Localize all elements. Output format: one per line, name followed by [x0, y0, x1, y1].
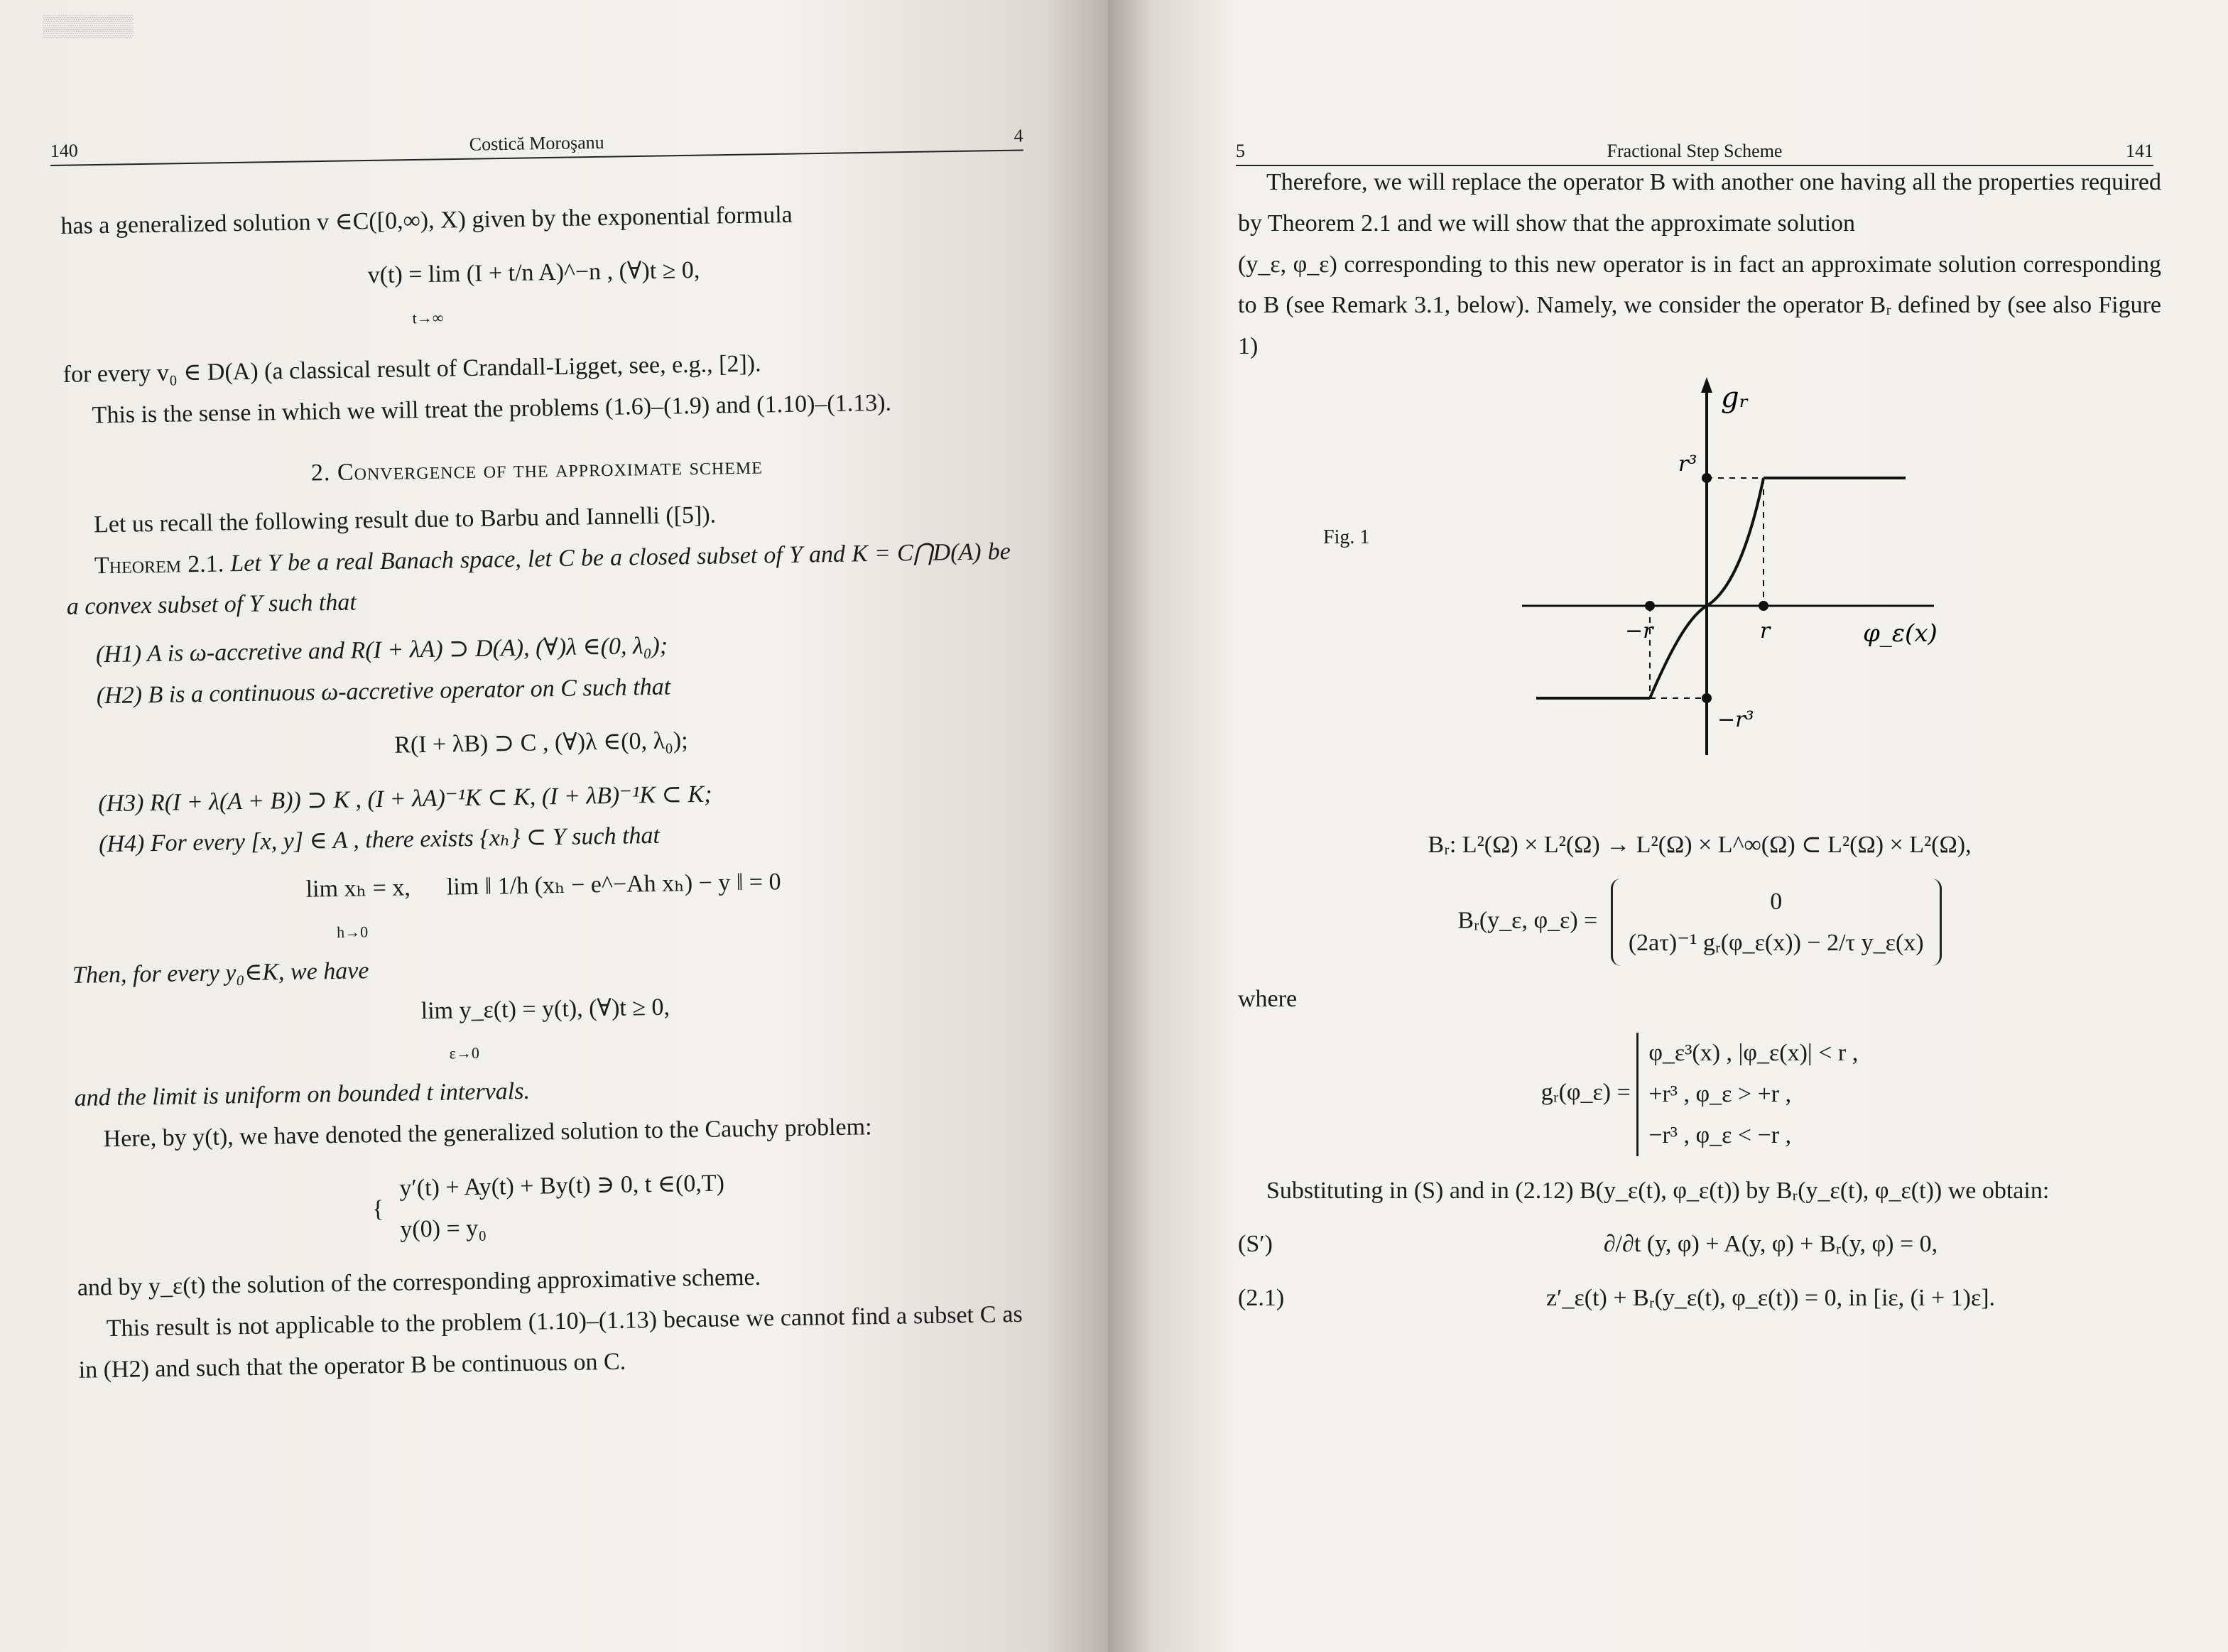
point-r	[1759, 601, 1768, 611]
paragraph: for every v₀ ∈ D(A) (a classical result of Crandall-Ligget, see, e.g., [2]).	[63, 350, 761, 388]
paragraph: Let us recall the following result due to Barbu and Iannelli ([5]).	[93, 501, 717, 538]
cases-block	[389, 1163, 725, 1250]
left-page	[0, 0, 1108, 1652]
case: −r³ , φ_ε < −r ,	[1648, 1121, 1792, 1148]
theorem-conclusion: and the limit is uniform on bounded t intervals.	[74, 1077, 531, 1112]
operator-definition	[1238, 879, 2161, 967]
folio: 4	[1014, 125, 1023, 146]
tick-label-neg-r3: −r³	[1717, 707, 1754, 732]
x-axis-label: φ_ε(x)	[1863, 619, 1938, 648]
y-axis-label: gᵣ	[1721, 381, 1749, 414]
g-definition	[1238, 1033, 2161, 1156]
equation: v(t) = lim (I + t/n A)^−n , (∀)t ≥ 0,	[367, 256, 700, 289]
equation: y(0) = y₀	[400, 1214, 487, 1243]
vector-entry: (2aτ)⁻¹ gᵣ(φ_ε(x)) − 2/τ y_ε(x)	[1628, 929, 1924, 956]
tick-label-r3: r³	[1678, 451, 1697, 477]
right-page	[1108, 0, 2228, 1652]
hypothesis-h2: (H2) B is a continuous ω-accretive operator on C such that	[96, 673, 671, 710]
paragraph: Here, by y(t), we have denoted the generalized solution to the Cauchy problem:	[103, 1114, 872, 1153]
point-neg-r3	[1702, 693, 1712, 703]
point-r3	[1702, 473, 1712, 483]
equation-lhs: Bᵣ(y_ε, φ_ε) =	[1457, 907, 1598, 934]
case: φ_ε³(x) , |φ_ε(x)| < r ,	[1648, 1040, 1859, 1067]
figure-1-graph	[1508, 371, 1948, 769]
paragraph: This result is not applicable to the problem (1.10)–(1.13) because we cannot find a subset C as in (H2) and such that the operator B be continuous on C.	[78, 1301, 1023, 1384]
theorem-text: Let Y be a real Banach space, let C be a closed subset of Y and K = C⋂D(A) be a convex subset of Y such that	[66, 538, 1011, 621]
hypothesis-h3: (H3) R(I + λ(A + B)) ⊃ K , (I + λA)⁻¹K ⊂ K, (I + λB)⁻¹K ⊂ K;	[97, 781, 712, 817]
figure-1	[1238, 371, 2161, 812]
paragraph: This is the sense in which we will treat the problems (1.6)–(1.9) and (1.10)–(1.13).	[92, 389, 892, 429]
theorem	[66, 531, 1012, 628]
equation: lim ‖ 1/h (xₕ − e^−Ah xₕ) − y ‖ = 0	[446, 869, 781, 901]
case: +r³ , φ_ε > +r ,	[1648, 1080, 1792, 1107]
equation: lim xₕ = x,	[305, 874, 411, 903]
theorem-conclusion: Then, for every y₀∈K, we have	[72, 957, 369, 989]
running-head: Costică Moroşanu	[469, 131, 604, 155]
point-neg-r	[1645, 601, 1655, 611]
equation-s-prime	[1238, 1224, 2161, 1265]
page-number: 141	[2126, 141, 2153, 161]
equation: z′_ε(t) + Bᵣ(y_ε(t), φ_ε(t)) = 0, in [iε, (i + 1)ε].	[1545, 1285, 1996, 1312]
folio: 5	[1236, 141, 1245, 161]
equation-exponential-formula	[61, 245, 1007, 342]
equation: ∂/∂t (y, φ) + A(y, φ) + Bᵣ(y, φ) = 0,	[1603, 1231, 1938, 1258]
tick-label-r: r	[1760, 618, 1771, 643]
running-head: Fractional Step Scheme	[1607, 141, 1783, 161]
equation-2-1	[1238, 1278, 2161, 1319]
column-vector	[1611, 879, 1942, 967]
equation-h4	[71, 858, 1017, 955]
equation: y′(t) + Ay(t) + By(t) ∋ 0, t ∈(0,T)	[399, 1170, 725, 1202]
operator-mapping: Bᵣ: L²(Ω) × L²(Ω) → L²(Ω) × L^∞(Ω) ⊂ L²(Ω) × L²(Ω),	[1428, 831, 1972, 858]
limit-subscript: ε→0	[449, 1044, 480, 1063]
equation-tag: (S′)	[1238, 1231, 1273, 1258]
cases-brace: {	[371, 1195, 384, 1222]
vector-entry: 0	[1770, 888, 1783, 915]
limit-subscript: t→∞	[412, 308, 444, 327]
paragraph: Substituting in (S) and in (2.12) B(y_ε(t), φ_ε(t)) by Bᵣ(y_ε(t), φ_ε(t)) we obtain:	[1266, 1177, 2050, 1204]
cauchy-problem	[75, 1158, 1021, 1255]
equation: lim y_ε(t) = y(t), (∀)t ≥ 0,	[420, 994, 670, 1024]
section-heading: 2. Convergence of the approximate scheme	[310, 452, 764, 487]
limit-subscript: h→0	[336, 923, 369, 941]
figure-label: Fig. 1	[1323, 526, 1370, 548]
paragraph: (y_ε, φ_ε) corresponding to this new operator is in fact an approximate solution corresponding to B (see Remark 3.1, below). Namely, we consider the operator Bᵣ defined by (see also Figure 1)	[1238, 251, 2161, 360]
paragraph: and by y_ε(t) the solution of the corresponding approximative scheme.	[77, 1264, 761, 1302]
theorem-label: Theorem 2.1.	[94, 550, 224, 579]
equation-h2: R(I + λB) ⊃ C , (∀)λ ∈(0, λ₀);	[393, 727, 688, 759]
paragraph: has a generalized solution v ∈C([0,∞), X) given by the exponential formula	[60, 201, 793, 239]
equation-limit	[72, 982, 1018, 1078]
cases-block	[1636, 1033, 1858, 1156]
tick-label-neg-r: −r	[1625, 618, 1653, 643]
right-text-column	[1238, 162, 2161, 1332]
hypothesis-h1: (H1) A is ω-accretive and R(I + λA) ⊃ D(A), (∀)λ ∈(0, λ₀);	[95, 632, 668, 668]
equation-lhs: gᵣ(φ_ε) =	[1540, 1079, 1631, 1106]
left-text-column	[60, 191, 1023, 1391]
equation-tag: (2.1)	[1238, 1285, 1285, 1312]
page-number: 140	[50, 140, 79, 161]
left-running-header	[50, 99, 1023, 172]
bleed-through-text: ▒▒▒▒▒▒	[43, 14, 134, 38]
y-axis-arrow	[1701, 377, 1712, 393]
paragraph: where	[1238, 986, 1298, 1013]
hypothesis-h4: (H4) For every [x, y] ∈ A , there exists {xₕ} ⊂ Y such that	[98, 822, 661, 858]
paragraph: Therefore, we will replace the operator B with another one having all the properties required by Theorem 2.1 and we will show that the approximate solution	[1238, 169, 2161, 237]
